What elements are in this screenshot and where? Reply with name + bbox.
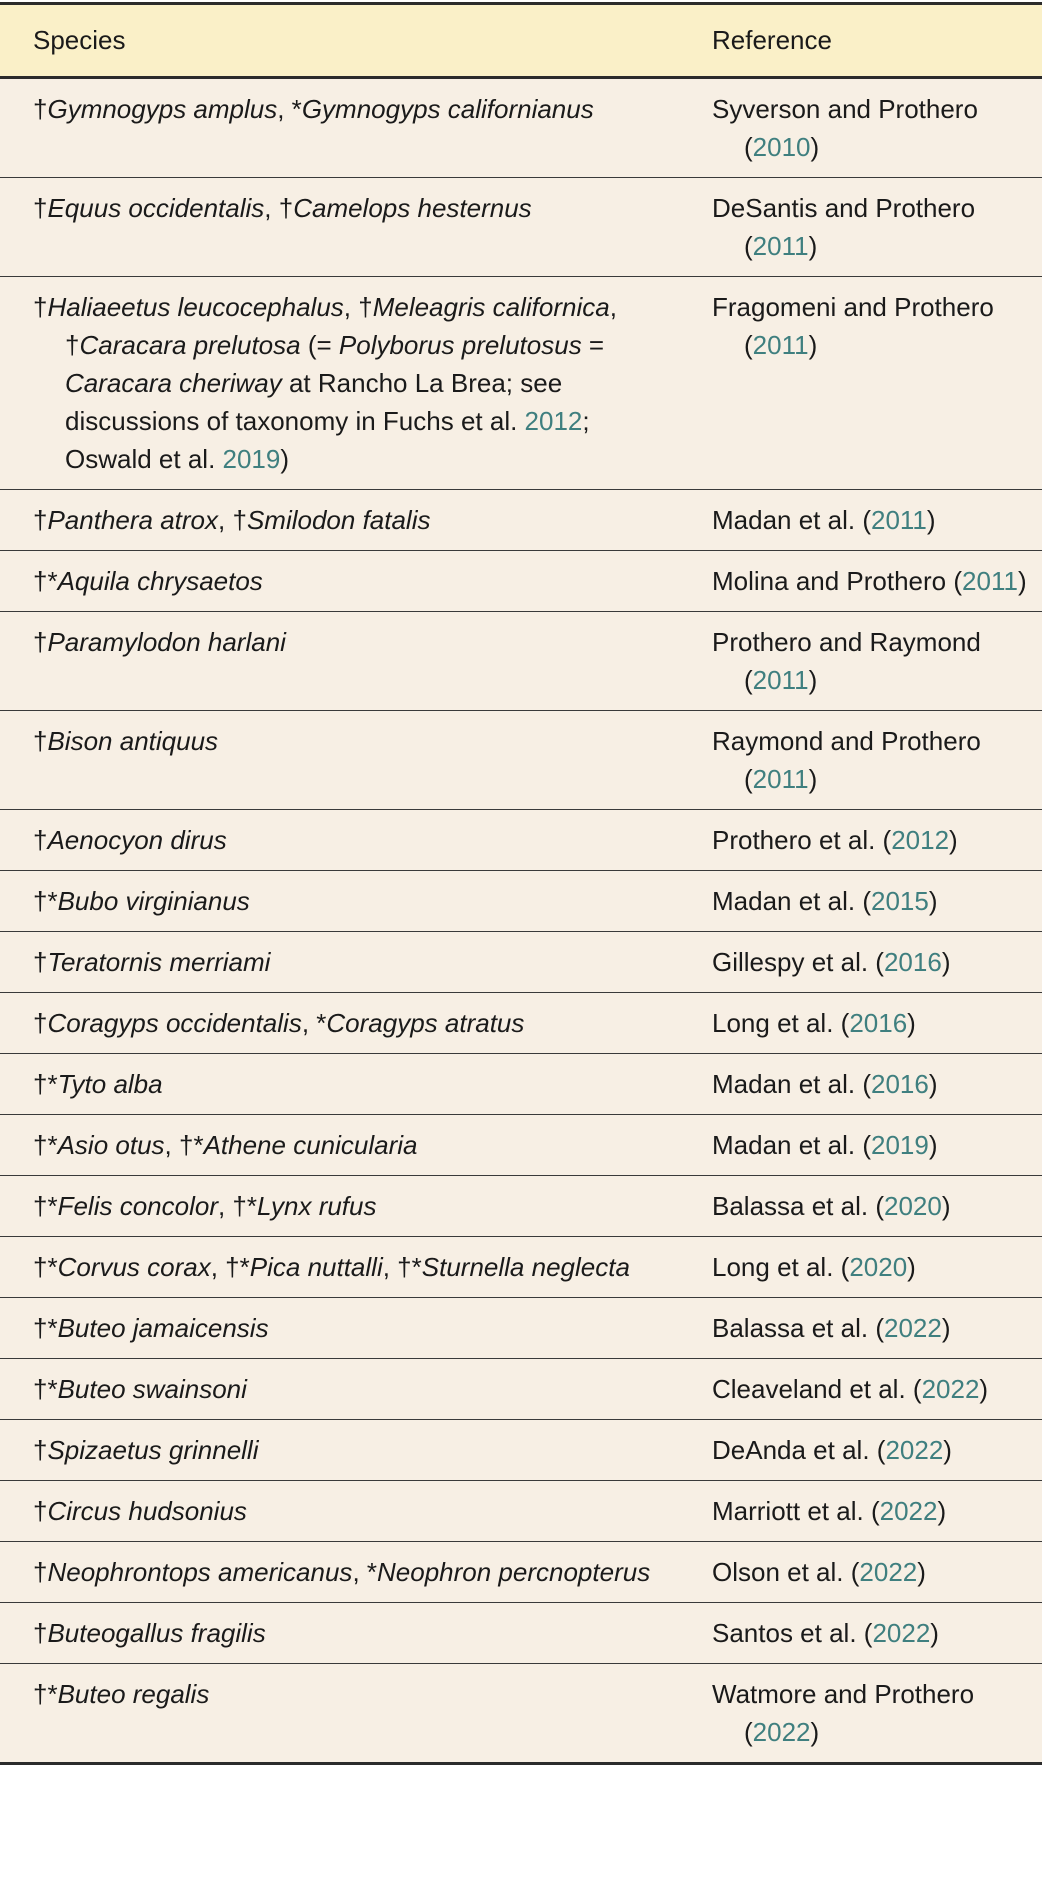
species-text — [33, 1553, 670, 1591]
reference-citation: Prothero and Raymond (2011) — [712, 627, 981, 695]
species-text-fragment: † — [33, 947, 48, 977]
species-text — [33, 623, 670, 661]
species-text-fragment: , * — [352, 1557, 378, 1587]
taxon-name: Coragyps atratus — [326, 1008, 525, 1038]
species-text-fragment: † — [33, 505, 48, 535]
species-text-fragment: †* — [33, 1374, 58, 1404]
reference-year-link[interactable]: 2010 — [752, 132, 811, 162]
reference-year-link[interactable]: 2016 — [870, 1069, 929, 1099]
species-cell — [0, 1481, 680, 1542]
column-header-reference: Reference — [680, 4, 1042, 78]
species-text — [33, 1126, 670, 1164]
reference-cell — [680, 1054, 1042, 1115]
reference-cell — [680, 612, 1042, 711]
taxon-name: Buteo swainsoni — [57, 1374, 247, 1404]
taxon-name: Aquila chrysaetos — [57, 566, 263, 596]
species-text-fragment: † — [33, 726, 48, 756]
reference-citation: Molina and Prothero (2011) — [712, 566, 1027, 596]
reference-authors: Marriott et al. — [712, 1496, 864, 1526]
table-row — [0, 871, 1042, 932]
reference-year-link[interactable]: 2020 — [849, 1252, 908, 1282]
reference-citation: Raymond and Prothero (2011) — [712, 726, 981, 794]
species-text — [33, 821, 670, 859]
reference-year-link[interactable]: 2022 — [885, 1435, 944, 1465]
species-cell — [0, 490, 680, 551]
table-row — [0, 277, 1042, 490]
reference-cell — [680, 178, 1042, 277]
species-cell — [0, 1420, 680, 1481]
citation-year-link[interactable]: 2019 — [222, 444, 281, 474]
reference-authors: Watmore and Prothero — [712, 1679, 975, 1709]
citation-year-link[interactable]: 2012 — [524, 406, 583, 436]
species-text-fragment: †* — [33, 1191, 58, 1221]
species-cell — [0, 1115, 680, 1176]
species-text-fragment: , † — [65, 292, 617, 360]
species-text-fragment: = — [581, 330, 605, 360]
reference-year-link[interactable]: 2016 — [849, 1008, 908, 1038]
reference-cell — [680, 932, 1042, 993]
reference-year-link[interactable]: 2011 — [752, 231, 809, 261]
reference-authors: Molina and Prothero — [712, 566, 947, 596]
species-text-fragment: , †* — [217, 1191, 258, 1221]
taxon-name: Spizaetus grinnelli — [47, 1435, 259, 1465]
header-row — [0, 4, 1042, 78]
species-text-fragment: , †* — [382, 1252, 422, 1282]
reference-citation: Prothero et al. (2012) — [712, 825, 958, 855]
species-cell — [0, 612, 680, 711]
reference-citation: Long et al. (2016) — [712, 1008, 916, 1038]
taxon-name: Neophron percnopterus — [377, 1557, 651, 1587]
species-text-fragment: (= — [300, 330, 339, 360]
taxon-name: Paramylodon harlani — [47, 627, 286, 657]
reference-year-link[interactable]: 2022 — [859, 1557, 918, 1587]
table-row — [0, 1603, 1042, 1664]
reference-authors: Madan et al. — [712, 1069, 856, 1099]
species-text — [33, 1675, 670, 1713]
species-text — [33, 1065, 670, 1103]
species-text-fragment: , † — [264, 193, 294, 223]
reference-year-link[interactable]: 2016 — [883, 947, 942, 977]
reference-citation: Marriott et al. (2022) — [712, 1496, 947, 1526]
reference-authors: Madan et al. — [712, 505, 856, 535]
reference-cell — [680, 1420, 1042, 1481]
species-text-fragment: † — [33, 1557, 48, 1587]
taxon-name: Bubo virginianus — [57, 886, 250, 916]
taxon-name: Tyto alba — [57, 1069, 163, 1099]
species-text — [33, 1370, 670, 1408]
reference-cell — [680, 993, 1042, 1054]
species-text-fragment: †* — [33, 1130, 58, 1160]
species-cell — [0, 1664, 680, 1764]
reference-year-link[interactable]: 2011 — [752, 764, 809, 794]
taxon-name: Teratornis merriami — [47, 947, 271, 977]
species-text-fragment: , * — [301, 1008, 327, 1038]
table-row — [0, 1298, 1042, 1359]
reference-authors: Raymond and Prothero — [712, 726, 981, 756]
reference-citation: Watmore and Prothero (2022) — [712, 1679, 975, 1747]
species-text-fragment: ) — [280, 444, 290, 474]
table-row — [0, 1664, 1042, 1764]
table-row — [0, 551, 1042, 612]
reference-authors: Olson et al. — [712, 1557, 844, 1587]
species-text-fragment: † — [33, 1008, 48, 1038]
table-row — [0, 1359, 1042, 1420]
taxon-name: Haliaeetus leucocephalus — [47, 292, 344, 322]
species-text-fragment: †* — [33, 1252, 58, 1282]
species-cell — [0, 993, 680, 1054]
taxon-name: Equus occidentalis — [47, 193, 265, 223]
taxon-name: Aenocyon dirus — [47, 825, 227, 855]
table-row — [0, 711, 1042, 810]
species-text-fragment: , †* — [210, 1252, 250, 1282]
species-text-fragment: † — [33, 627, 48, 657]
species-text-fragment: , * — [277, 94, 302, 124]
reference-cell — [680, 1542, 1042, 1603]
species-text — [33, 189, 670, 227]
reference-citation: Madan et al. (2015) — [712, 886, 938, 916]
table-row — [0, 810, 1042, 871]
species-cell — [0, 1176, 680, 1237]
reference-cell — [680, 1298, 1042, 1359]
taxon-name: Smilodon fatalis — [246, 505, 431, 535]
species-cell — [0, 1237, 680, 1298]
taxon-name: Sturnella neglecta — [421, 1252, 630, 1282]
reference-year-link[interactable]: 2019 — [870, 1130, 929, 1160]
reference-citation: Madan et al. (2019) — [712, 1130, 938, 1160]
reference-citation: DeSantis and Prothero (2011) — [712, 193, 976, 261]
reference-citation: Madan et al. (2011) — [712, 505, 936, 535]
table-row — [0, 1176, 1042, 1237]
reference-year-link[interactable]: 2022 — [879, 1496, 938, 1526]
species-reference-table — [0, 2, 1042, 1765]
reference-citation: Balassa et al. (2020) — [712, 1191, 951, 1221]
reference-authors: Madan et al. — [712, 1130, 856, 1160]
reference-authors: Santos et al. — [712, 1618, 857, 1648]
reference-year-link[interactable]: 2015 — [870, 886, 929, 916]
taxon-name: Camelops hesternus — [293, 193, 532, 223]
taxon-name: Gymnogyps amplus — [47, 94, 278, 124]
reference-citation: Syverson and Prothero (2010) — [712, 94, 978, 162]
taxon-name: Corvus corax — [57, 1252, 211, 1282]
species-text — [33, 1187, 670, 1225]
species-cell — [0, 78, 680, 178]
species-text-fragment: † — [33, 1618, 48, 1648]
reference-authors: Cleaveland et al. — [712, 1374, 906, 1404]
species-text — [33, 1004, 670, 1042]
taxon-name: Circus hudsonius — [47, 1496, 247, 1526]
taxon-name: Athene cunicularia — [203, 1130, 418, 1160]
taxon-name: Buteo regalis — [57, 1679, 210, 1709]
species-text — [33, 562, 670, 600]
species-cell — [0, 1054, 680, 1115]
species-text-fragment: at Rancho La Brea; see discussions of taxonomy in Fuchs et al. — [65, 368, 563, 436]
reference-authors: DeSantis and Prothero — [712, 193, 976, 223]
taxon-name: Felis concolor — [57, 1191, 218, 1221]
reference-citation: Fragomeni and Prothero (2011) — [712, 292, 994, 360]
species-text-fragment: † — [33, 825, 48, 855]
taxon-name: Coragyps occidentalis — [47, 1008, 302, 1038]
species-text-fragment: † — [33, 1496, 48, 1526]
taxon-name: Lynx rufus — [257, 1191, 377, 1221]
species-text-fragment: †* — [33, 1069, 58, 1099]
taxon-name: Caracara prelutosa — [79, 330, 301, 360]
species-text-fragment: †* — [33, 1313, 58, 1343]
reference-cell — [680, 1359, 1042, 1420]
species-text — [33, 943, 670, 981]
taxon-name: Gymnogyps californianus — [301, 94, 594, 124]
table-row — [0, 932, 1042, 993]
reference-authors: Balassa et al. — [712, 1191, 869, 1221]
species-text — [33, 1309, 670, 1347]
reference-year-link[interactable]: 2011 — [870, 505, 927, 535]
taxon-name: Polyborus prelutosus — [338, 330, 582, 360]
species-text — [33, 1614, 670, 1652]
species-text-fragment: † — [33, 292, 48, 322]
reference-year-link[interactable]: 2011 — [752, 330, 809, 360]
reference-year-link[interactable]: 2022 — [883, 1313, 942, 1343]
table-row — [0, 490, 1042, 551]
species-text-fragment: †* — [33, 886, 58, 916]
species-cell — [0, 277, 680, 490]
reference-authors: Long et al. — [712, 1008, 834, 1038]
table-row — [0, 1481, 1042, 1542]
reference-cell — [680, 1664, 1042, 1764]
reference-citation: Olson et al. (2022) — [712, 1557, 926, 1587]
species-text-fragment: †* — [33, 566, 58, 596]
species-text-fragment: † — [33, 94, 48, 124]
reference-citation: DeAnda et al. (2022) — [712, 1435, 952, 1465]
reference-authors: Gillespy et al. — [712, 947, 869, 977]
reference-cell — [680, 78, 1042, 178]
column-header-species: Species — [0, 4, 680, 78]
taxon-name: Asio otus — [57, 1130, 165, 1160]
species-text — [33, 288, 670, 478]
reference-citation: Gillespy et al. (2016) — [712, 947, 951, 977]
reference-cell — [680, 810, 1042, 871]
taxon-name: Panthera atrox — [47, 505, 219, 535]
species-text-fragment: , † — [343, 292, 373, 322]
reference-cell — [680, 1481, 1042, 1542]
table-row — [0, 1420, 1042, 1481]
table-row — [0, 612, 1042, 711]
species-cell — [0, 178, 680, 277]
reference-year-link[interactable]: 2011 — [752, 665, 809, 695]
reference-citation: Cleaveland et al. (2022) — [712, 1374, 989, 1404]
species-cell — [0, 1298, 680, 1359]
reference-authors: Long et al. — [712, 1252, 834, 1282]
reference-year-link[interactable]: 2022 — [752, 1717, 811, 1747]
species-text — [33, 882, 670, 920]
reference-authors: Fragomeni and Prothero — [712, 292, 994, 322]
species-cell — [0, 871, 680, 932]
species-text-fragment: † — [33, 193, 48, 223]
reference-cell — [680, 551, 1042, 612]
species-text-fragment: †* — [33, 1679, 58, 1709]
reference-citation: Santos et al. (2022) — [712, 1618, 939, 1648]
species-text-fragment: , †* — [164, 1130, 204, 1160]
taxon-name: Neophrontops americanus — [47, 1557, 353, 1587]
taxon-name: Buteo jamaicensis — [57, 1313, 269, 1343]
table-row — [0, 1115, 1042, 1176]
reference-cell — [680, 1176, 1042, 1237]
table-body — [0, 78, 1042, 1764]
species-text — [33, 1431, 670, 1469]
taxon-name: Caracara cheriway — [65, 368, 282, 398]
species-cell — [0, 932, 680, 993]
species-cell — [0, 810, 680, 871]
species-text — [33, 90, 670, 128]
table-header — [0, 4, 1042, 78]
taxon-name: Bison antiquus — [47, 726, 219, 756]
reference-cell — [680, 1115, 1042, 1176]
reference-authors: Prothero and Raymond — [712, 627, 981, 657]
reference-year-link[interactable]: 2022 — [921, 1374, 980, 1404]
reference-citation: Balassa et al. (2022) — [712, 1313, 951, 1343]
reference-year-link[interactable]: 2020 — [883, 1191, 942, 1221]
reference-authors: DeAnda et al. — [712, 1435, 870, 1465]
species-cell — [0, 711, 680, 810]
table-row — [0, 993, 1042, 1054]
taxon-name: Buteogallus fragilis — [47, 1618, 266, 1648]
reference-cell — [680, 490, 1042, 551]
reference-authors: Balassa et al. — [712, 1313, 869, 1343]
reference-authors: Prothero et al. — [712, 825, 876, 855]
table-row — [0, 178, 1042, 277]
reference-cell — [680, 277, 1042, 490]
species-text — [33, 722, 670, 760]
reference-year-link[interactable]: 2012 — [891, 825, 950, 855]
reference-cell — [680, 1237, 1042, 1298]
table-row — [0, 1237, 1042, 1298]
species-cell — [0, 551, 680, 612]
taxon-name: Meleagris californica — [372, 292, 610, 322]
reference-authors: Madan et al. — [712, 886, 856, 916]
reference-year-link[interactable]: 2011 — [962, 566, 1018, 596]
table-row — [0, 78, 1042, 178]
species-cell — [0, 1542, 680, 1603]
taxon-name: Pica nuttalli — [249, 1252, 383, 1282]
table-row — [0, 1054, 1042, 1115]
species-text — [33, 1248, 670, 1286]
species-cell — [0, 1603, 680, 1664]
reference-citation: Madan et al. (2016) — [712, 1069, 938, 1099]
species-cell — [0, 1359, 680, 1420]
reference-cell — [680, 711, 1042, 810]
reference-authors: Syverson and Prothero — [712, 94, 978, 124]
reference-citation: Long et al. (2020) — [712, 1252, 916, 1282]
species-text-fragment: , † — [218, 505, 247, 535]
reference-cell — [680, 1603, 1042, 1664]
table-row — [0, 1542, 1042, 1603]
species-text — [33, 1492, 670, 1530]
reference-cell — [680, 871, 1042, 932]
reference-year-link[interactable]: 2022 — [872, 1618, 931, 1648]
species-text — [33, 501, 670, 539]
species-text-fragment: ; Oswald et al. — [65, 406, 590, 474]
species-text-fragment: † — [33, 1435, 48, 1465]
